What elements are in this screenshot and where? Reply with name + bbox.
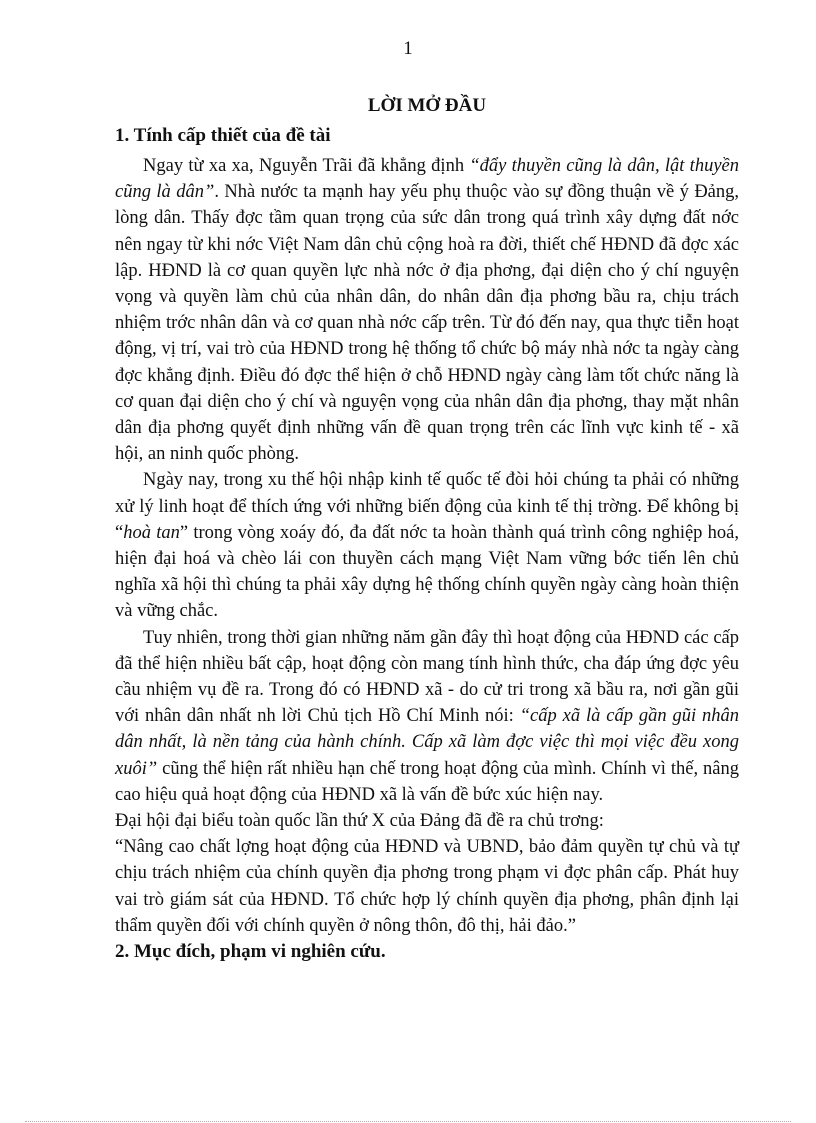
section-heading-1: 1. Tính cấp thiết của đề tài	[115, 125, 331, 146]
paragraph-1-text-b: . Nhà nước ta mạnh hay yếu phụ thuộc vào sự đồng thuận về ý Đảng, lòng dân. Thấy đợc tầm quan trọng của sức dân trong quá trình xây dựng đất nớc nên ngay từ khi nớc Việt Nam dân chủ cộng hoà ra đời, thiết chế HĐND đã đợc xác lập. HĐND là cơ quan quyền lực nhà nớc ở địa phơng, đại diện cho ý chí nguyện vọng và quyền làm chủ của nhân dân, do nhân dân địa phơng bầu ra, chịu trách nhiệm trớc nhân dân và cơ quan nhà nớc cấp trên. Từ đó đến nay, qua thực tiễn hoạt động, vị trí, vai trò của HĐND trong hệ thống tổ chức bộ máy nhà nớc ta ngày càng đợc khẳng định. Điều đó đợc thể hiện ở chỗ HĐND ngày càng làm tốt chức năng là cơ quan đại diện cho ý chí và nguyện vọng của nhân dân địa phơng, thay mặt nhân dân địa phơng quyết định những vấn đề quan trọng trên các lĩnh vực kinh tế - xã hội, an ninh quốc phòng.	[115, 182, 740, 465]
paragraph-3-text-a: Tuy nhiên, trong thời gian những năm gần đây thì hoạt động của HĐND các cấp đã thể hiện nhiều bất cập, hoạt động còn mang tính hình thức, cha đáp ứng đợc yêu cầu nhiệm vụ đề ra. Trong đó có HĐND xã - do cử tri trong xã bầu ra, nơi gần gũi với nhân dân nhất nh lời Chủ tịch Hồ Chí Minh nói:	[115, 627, 739, 727]
paragraph-1-quote: “đẩy thuyền cũng là dân, lật thuyền cũng là dân”	[115, 156, 739, 203]
paragraph-2-text-b: ” trong vòng xoáy đó, đa đất nớc ta hoàn thành quá trình công nghiệp hoá, hiện đại hoá và chèo lái con thuyền cách mạng Việt Nam vững bớc tiến lên chủ nghĩa xã hội thì chúng ta phải xây dựng hệ thống chính quyền ngày càng hoàn thiện và vững chắc.	[115, 522, 740, 622]
document-title: LỜI MỞ ĐẦU	[367, 95, 487, 116]
document-body	[115, 95, 739, 969]
page-number: 1	[403, 38, 413, 59]
page-bottom-divider	[25, 1121, 791, 1122]
section-heading-2: 2. Mục đích, phạm vi nghiên cứu.	[115, 941, 386, 963]
paragraph-5-quote: “Nâng cao chất lợng hoạt động của HĐND và UBND, bảo đảm quyền tự chủ và tự chịu trách nhiệm của chính quyền địa phơng trong phạm vi đợc phân cấp. Phát huy vai trò giám sát của HĐND. Tổ chức hợp lý chính quyền địa phơng, phân định lại thẩm quyền đối với chính quyền ở nông thôn, đô thị, hải đảo.”	[115, 837, 739, 936]
paragraph-1	[115, 153, 739, 467]
paragraph-1-text-a: Ngay từ xa xa, Nguyễn Trãi đã khẳng định	[143, 156, 470, 176]
paragraph-3-text-b: cũng thể hiện rất nhiều hạn chế trong hoạt động của mình. Chính vì thế, nâng cao hiệu quả hoạt động của HĐND xã là vấn đề bức xúc hiện nay.	[115, 758, 739, 805]
paragraph-2-text-a: Ngày nay, trong xu thế hội nhập kinh tế quốc tế đòi hỏi chúng ta phải có những xử lý linh hoạt để thích ứng với những biến động của kinh tế thị trờng. Để không bị “	[115, 470, 739, 543]
paragraph-2	[115, 467, 739, 624]
paragraph-2-italic: hoà tan	[123, 522, 180, 543]
paragraph-4: Đại hội đại biểu toàn quốc lần thứ X của Đảng đã đề ra chủ trơng:	[115, 811, 604, 832]
paragraph-3-quote: “cấp xã là cấp gần gũi nhân dân nhất, là nền tảng của hành chính. Cấp xã làm đợc việc thì mọi việc đều xong xuôi”	[115, 706, 739, 779]
paragraph-3	[115, 625, 739, 808]
